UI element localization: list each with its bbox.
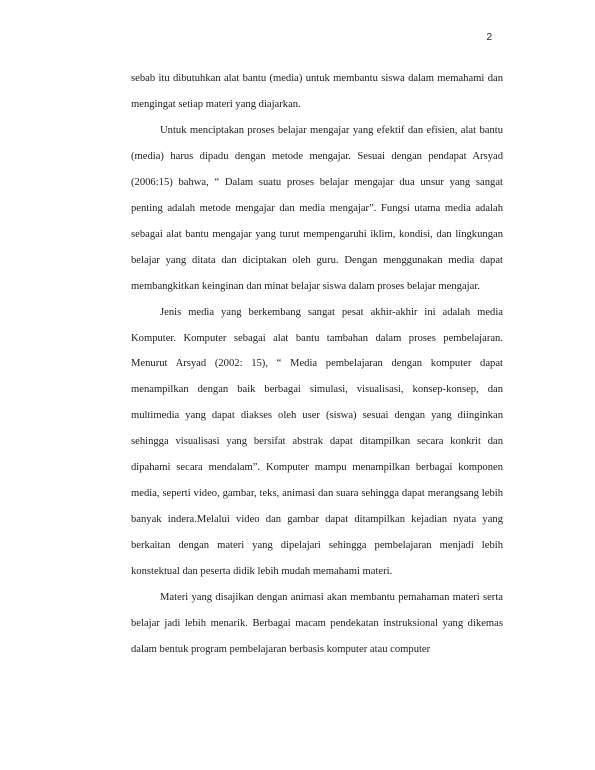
paragraph-continuation: sebab itu dibutuhkan alat bantu (media) untuk membantu siswa dalam memahami dan mengingat setiap materi yang diajarkan. — [131, 73, 503, 110]
body-text — [131, 66, 503, 663]
paragraph-animation: Materi yang disajikan dengan animasi akan membantu pemahaman materi serta belajar jadi lebih menarik. Berbagai macam pendekatan instruksional yang dikemas dalam bentuk program pembelajaran berbasis komputer atau computer — [131, 592, 503, 655]
paragraph-computer-media: Jenis media yang berkembang sangat pesat akhir-akhir ini adalah media Komputer. Komputer sebagai alat bantu tambahan dalam proses pembelajaran. Menurut Arsyad (2002: 15), “ Media pembelajaran dengan komputer dapat menampilkan dengan baik berbagai simulasi, visualisasi, konsep-konsep, dan multimedia yang dapat diakses oleh user (siswa) sesuai dengan yang diinginkan sehingga visualisasi yang bersifat abstrak dapat ditampilkan secara konkrit dan dipahami secara mendalam”. Komputer mampu menampilkan berbagai komponen media, seperti video, gambar, teks, animasi dan suara sehingga dapat merangsang lebih banyak indera.Melalui video dan gambar dapat ditampilkan kejadian nyata yang berkaitan dengan materi yang dipelajari sehingga pembelajaran menjadi lebih konstektual dan peserta didik lebih mudah memahami materi. — [131, 306, 503, 578]
paragraph-media-method: Untuk menciptakan proses belajar mengajar yang efektif dan efisien, alat bantu (media) harus dipadu dengan metode mengajar. Sesuai dengan pendapat Arsyad (2006:15) bahwa, “ Dalam suatu proses belajar mengajar dua unsur yang sangat penting adalah metode mengajar dan media mengajar”. Fungsi utama media adalah sebagai alat bantu mengajar yang turut mempengaruhi iklim, kondisi, dan lingkungan belajar yang ditata dan diciptakan oleh guru. Dengan menggunakan media dapat membangkitkan keinginan dan minat belajar siswa dalam proses belajar mengajar. — [131, 124, 503, 292]
page-number: 2 — [486, 32, 492, 43]
